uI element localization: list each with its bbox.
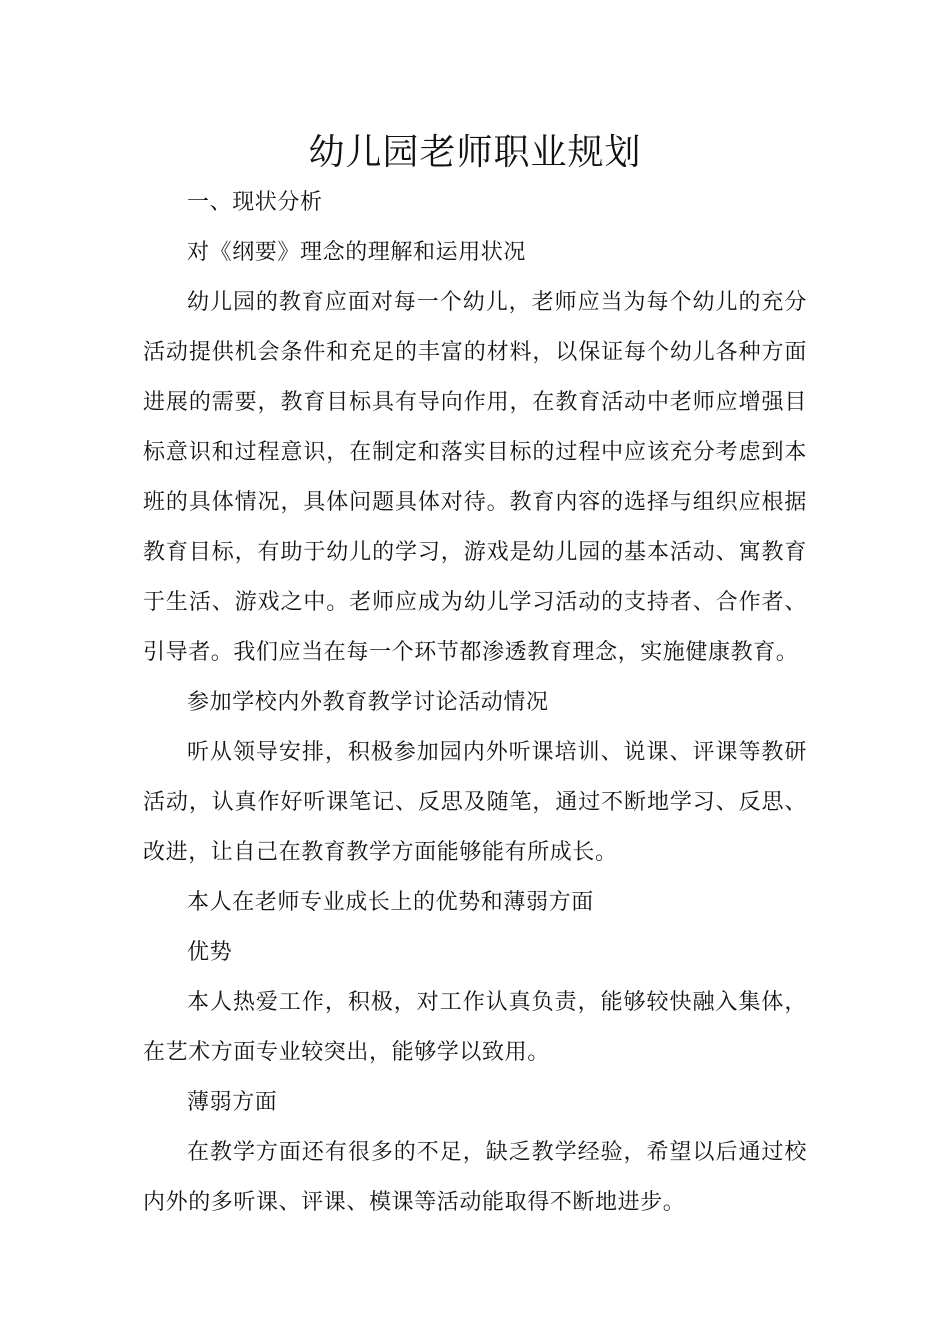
subheading-teaching-research: 参加学校内外教育教学讨论活动情况 (187, 690, 549, 715)
paragraph-weaknesses: 在教学方面还有很多的不足，缺乏教学经验，希望以后通过校内外的多听课、评课、模课等活动能取得不断地进步。 (143, 1140, 807, 1215)
paragraph-strengths: 本人热爱工作，积极，对工作认真负责，能够较快融入集体，在艺术方面专业较突出，能够学以致用。 (143, 990, 807, 1065)
paragraph-education-philosophy: 幼儿园的教育应面对每一个幼儿，老师应当为每个幼儿的充分活动提供机会条件和充足的丰富的材料，以保证每个幼儿各种方面进展的需要，教育目标具有导向作用，在教育活动中老师应增强目标意识和过程意识，在制定和落实目标的过程中应该充分考虑到本班的具体情况，具体问题具体对待。教育内容的选择与组织应根据教育目标，有助于幼儿的学习，游戏是幼儿园的基本活动、寓教育于生活、游戏之中。老师应成为幼儿学习活动的支持者、合作者、引导者。我们应当在每一个环节都渗透教育理念，实施健康教育。 (143, 290, 807, 665)
document-body (143, 128, 807, 1228)
subheading-weaknesses: 薄弱方面 (187, 1090, 278, 1115)
section-heading-status-analysis: 一、现状分析 (187, 190, 323, 215)
paragraph-research-activities: 听从领导安排，积极参加园内外听课培训、说课、评课等教研活动，认真作好听课笔记、反思及随笔，通过不断地学习、反思、改进，让自己在教育教学方面能够能有所成长。 (143, 740, 807, 865)
document-title: 幼儿园老师职业规划 (308, 132, 642, 173)
subheading-outline-understanding: 对《纲要》理念的理解和运用状况 (187, 240, 527, 265)
subheading-strengths-weaknesses: 本人在老师专业成长上的优势和薄弱方面 (187, 890, 594, 915)
subheading-strengths: 优势 (187, 940, 233, 965)
